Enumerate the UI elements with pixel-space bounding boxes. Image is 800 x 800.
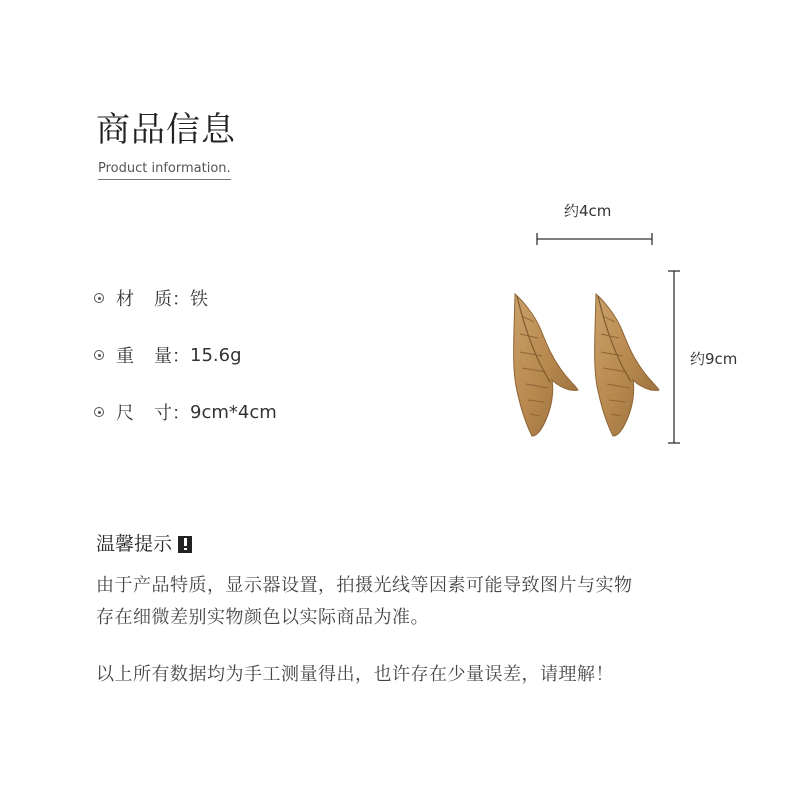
leaf-earring-left <box>514 294 578 436</box>
product-figure <box>500 196 760 456</box>
exclamation-icon <box>178 536 192 553</box>
spec-label-char: 材 <box>116 289 134 310</box>
spec-label <box>116 285 190 311</box>
bullet-icon <box>94 293 104 303</box>
height-dimension-label: 约9cm <box>690 350 738 368</box>
bullet-icon <box>94 350 104 360</box>
spec-value: 15.6g <box>190 344 242 366</box>
notice-line-3: 以上所有数据均为手工测量得出，也许存在少量误差，请理解！ <box>96 664 614 685</box>
spec-label-char: 重 <box>116 346 134 367</box>
spec-label <box>116 342 190 368</box>
notice-title-text: 温馨提示 <box>96 533 173 555</box>
spec-row-size <box>94 399 277 425</box>
page-title: 商品信息 <box>96 110 236 150</box>
spec-label-char: 量： <box>154 346 190 367</box>
spec-row-weight <box>94 342 242 368</box>
spec-label-char: 寸： <box>154 403 190 424</box>
height-dimension-line <box>668 271 680 443</box>
notice-title <box>96 530 192 558</box>
width-dimension-label: 约4cm <box>564 202 612 220</box>
page-subtitle: Product information. <box>98 160 231 180</box>
width-dimension-line <box>537 233 652 245</box>
notice-line-2: 存在细微差别实物颜色以实际商品为准。 <box>96 607 429 628</box>
spec-value: 铁 <box>190 289 208 310</box>
spec-value: 9cm*4cm <box>190 401 277 423</box>
bullet-icon <box>94 407 104 417</box>
notice-line-1: 由于产品特质，显示器设置，拍摄光线等因素可能导致图片与实物 <box>96 575 633 596</box>
spec-row-material <box>94 285 208 311</box>
spec-label <box>116 399 190 425</box>
spec-label-char: 尺 <box>116 403 134 424</box>
leaf-earring-right <box>595 294 659 436</box>
spec-label-char: 质： <box>154 289 190 310</box>
